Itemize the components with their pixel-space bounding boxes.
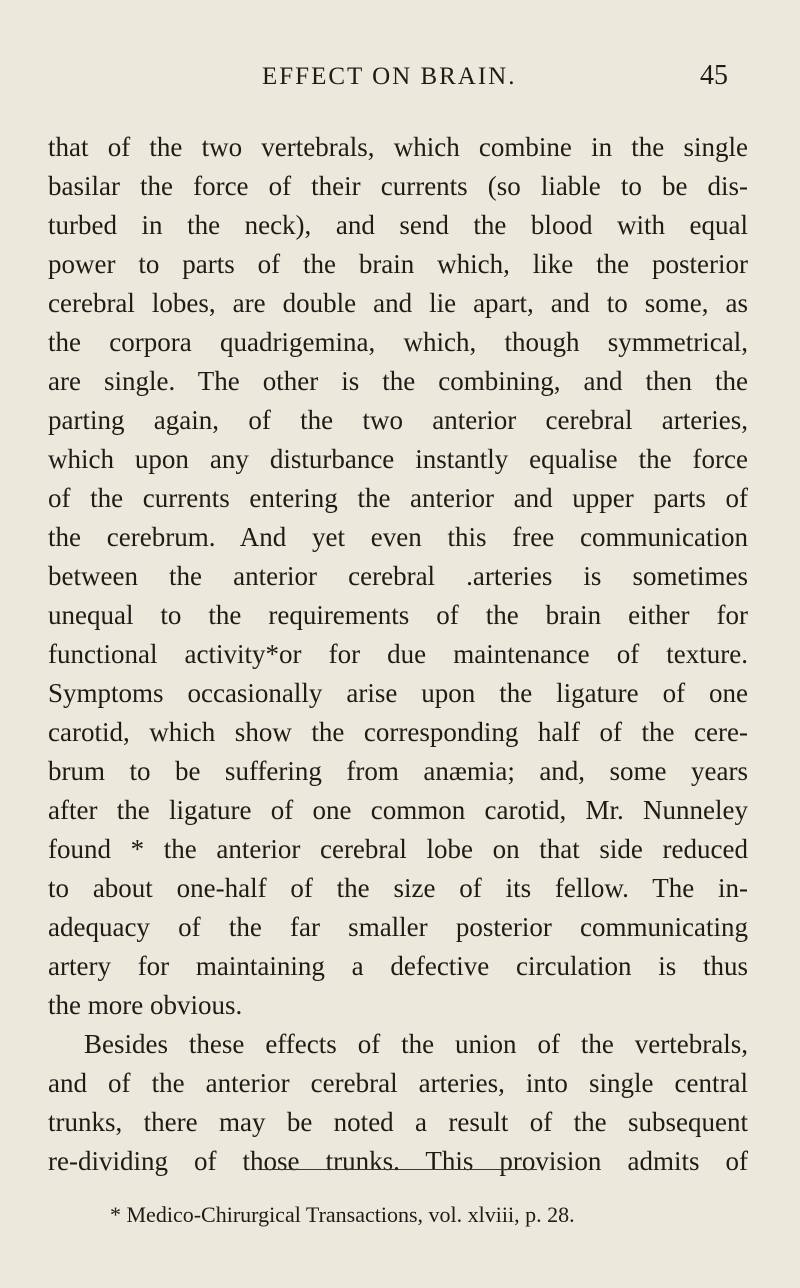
paragraph-end-line: the more obvious. <box>48 990 243 1020</box>
text-line: artery for maintaining a defective circulation is thus <box>48 951 748 981</box>
text-line: between the anterior cerebral .arteries is sometimes <box>48 561 748 591</box>
page-header <box>0 62 800 102</box>
text-line: unequal to the requirements of the brain either for <box>48 600 748 630</box>
page-number: 45 <box>700 60 728 91</box>
text-line: found * the anterior cerebral lobe on that side reduced <box>48 834 748 864</box>
text-line: carotid, which show the corresponding half of the cere- <box>48 717 748 747</box>
text-line: after the ligature of one common carotid, Mr. Nunneley <box>48 795 748 825</box>
text-line: basilar the force of their currents (so liable to be dis- <box>48 171 748 201</box>
paragraph-start-line: Besides these effects of the union of the vertebrals, <box>84 1029 748 1059</box>
text-line: to about one-half of the size of its fellow. The in- <box>48 873 748 903</box>
text-line: adequacy of the far smaller posterior communicating <box>48 912 748 942</box>
text-line: power to parts of the brain which, like the posterior <box>48 249 748 279</box>
text-line: functional activity*or for due maintenance of texture. <box>48 639 748 669</box>
body-text <box>48 128 748 1181</box>
text-line: of the currents entering the anterior and upper parts of <box>48 483 748 513</box>
text-line: the cerebrum. And yet even this free communication <box>48 522 748 552</box>
text-line: and of the anterior cerebral arteries, into single central <box>48 1068 748 1098</box>
text-line: parting again, of the two anterior cerebral arteries, <box>48 405 748 435</box>
footnote: * Medico-Chirurgical Transactions, vol. xlviii, p. 28. <box>110 1202 575 1227</box>
footnote-rule <box>262 1169 537 1170</box>
text-line: trunks, there may be noted a result of the subsequent <box>48 1107 748 1137</box>
text-line: are single. The other is the combining, and then the <box>48 366 748 396</box>
text-line: re-dividing of those trunks. This provision admits of <box>48 1146 748 1176</box>
text-line: brum to be suffering from anæmia; and, some years <box>48 756 748 786</box>
text-line: the corpora quadrigemina, which, though symmetrical, <box>48 327 748 357</box>
text-line: that of the two vertebrals, which combine in the single <box>48 132 748 162</box>
text-line: which upon any disturbance instantly equalise the force <box>48 444 748 474</box>
running-title: EFFECT ON BRAIN. <box>262 63 517 90</box>
text-line: cerebral lobes, are double and lie apart, and to some, as <box>48 288 748 318</box>
text-line: Symptoms occasionally arise upon the ligature of one <box>48 678 748 708</box>
text-line: turbed in the neck), and send the blood with equal <box>48 210 748 240</box>
